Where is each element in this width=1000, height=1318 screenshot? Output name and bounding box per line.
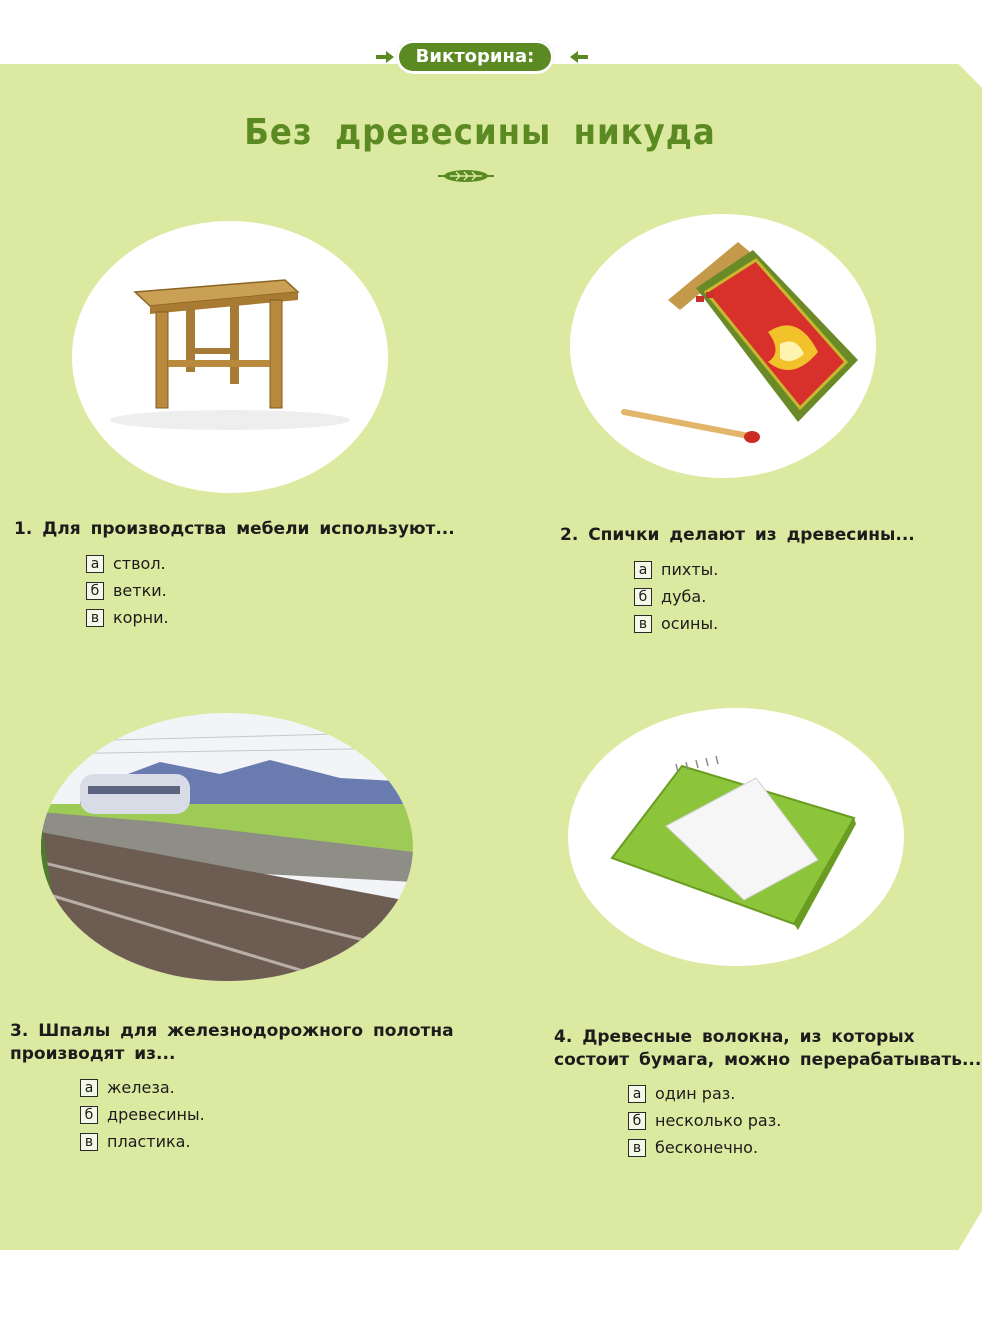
question-4-options <box>628 1080 781 1161</box>
option-3c[interactable] <box>80 1128 205 1155</box>
option-letter-box[interactable]: б <box>634 588 652 606</box>
option-label: корни. <box>113 608 169 627</box>
option-1c[interactable] <box>86 604 169 631</box>
question-3-text <box>10 1020 454 1066</box>
railway-illustration <box>40 712 414 982</box>
question-4-line-1: 4. Древесные волокна, из которых <box>554 1027 915 1047</box>
option-label: железа. <box>107 1078 175 1097</box>
option-label: бесконечно. <box>655 1138 759 1157</box>
option-label: ствол. <box>113 554 166 573</box>
option-1b[interactable] <box>86 577 169 604</box>
question-1-text: 1. Для производства мебели используют... <box>14 519 455 539</box>
option-4b[interactable] <box>628 1107 781 1134</box>
option-label: пластика. <box>107 1132 191 1151</box>
option-label: пихты. <box>661 560 719 579</box>
right-leaf-icon <box>568 46 590 68</box>
option-2c[interactable] <box>634 610 718 637</box>
option-3b[interactable] <box>80 1101 205 1128</box>
option-letter-box[interactable]: в <box>628 1139 646 1157</box>
option-4c[interactable] <box>628 1134 781 1161</box>
option-label: осины. <box>661 614 719 633</box>
option-letter-box[interactable]: в <box>86 609 104 627</box>
question-3-line-2: производят из... <box>10 1044 176 1064</box>
option-1a[interactable] <box>86 550 169 577</box>
question-2-text: 2. Спички делают из древесины... <box>560 525 915 545</box>
option-letter-box[interactable]: б <box>86 582 104 600</box>
left-leaf-icon <box>374 46 396 68</box>
option-3a[interactable] <box>80 1074 205 1101</box>
stool-illustration <box>70 220 390 495</box>
option-label: ветки. <box>113 581 167 600</box>
wheat-leaf-icon <box>436 168 496 184</box>
option-2a[interactable] <box>634 556 718 583</box>
option-letter-box[interactable]: а <box>628 1085 646 1103</box>
option-letter-box[interactable]: б <box>80 1106 98 1124</box>
matchbox-illustration <box>568 212 878 480</box>
option-letter-box[interactable]: а <box>86 555 104 573</box>
option-letter-box[interactable]: а <box>634 561 652 579</box>
question-2-options <box>634 556 718 637</box>
option-letter-box[interactable]: в <box>80 1133 98 1151</box>
option-label: древесины. <box>107 1105 205 1124</box>
question-1-options <box>86 550 169 631</box>
question-3-options <box>80 1074 205 1155</box>
option-letter-box[interactable]: в <box>634 615 652 633</box>
option-label: дуба. <box>661 587 707 606</box>
question-4-text <box>554 1026 981 1072</box>
question-4-line-2: состоит бумага, можно перерабатывать... <box>554 1050 982 1070</box>
option-label: несколько раз. <box>655 1111 782 1130</box>
page-title: Без древесины никуда <box>244 112 716 153</box>
quiz-badge: Викторина: <box>396 40 554 74</box>
option-label: один раз. <box>655 1084 736 1103</box>
option-4a[interactable] <box>628 1080 781 1107</box>
notebook-illustration <box>566 706 906 968</box>
option-2b[interactable] <box>634 583 718 610</box>
question-3-line-1: 3. Шпалы для железнодорожного полотна <box>10 1021 454 1041</box>
option-letter-box[interactable]: б <box>628 1112 646 1130</box>
option-letter-box[interactable]: а <box>80 1079 98 1097</box>
